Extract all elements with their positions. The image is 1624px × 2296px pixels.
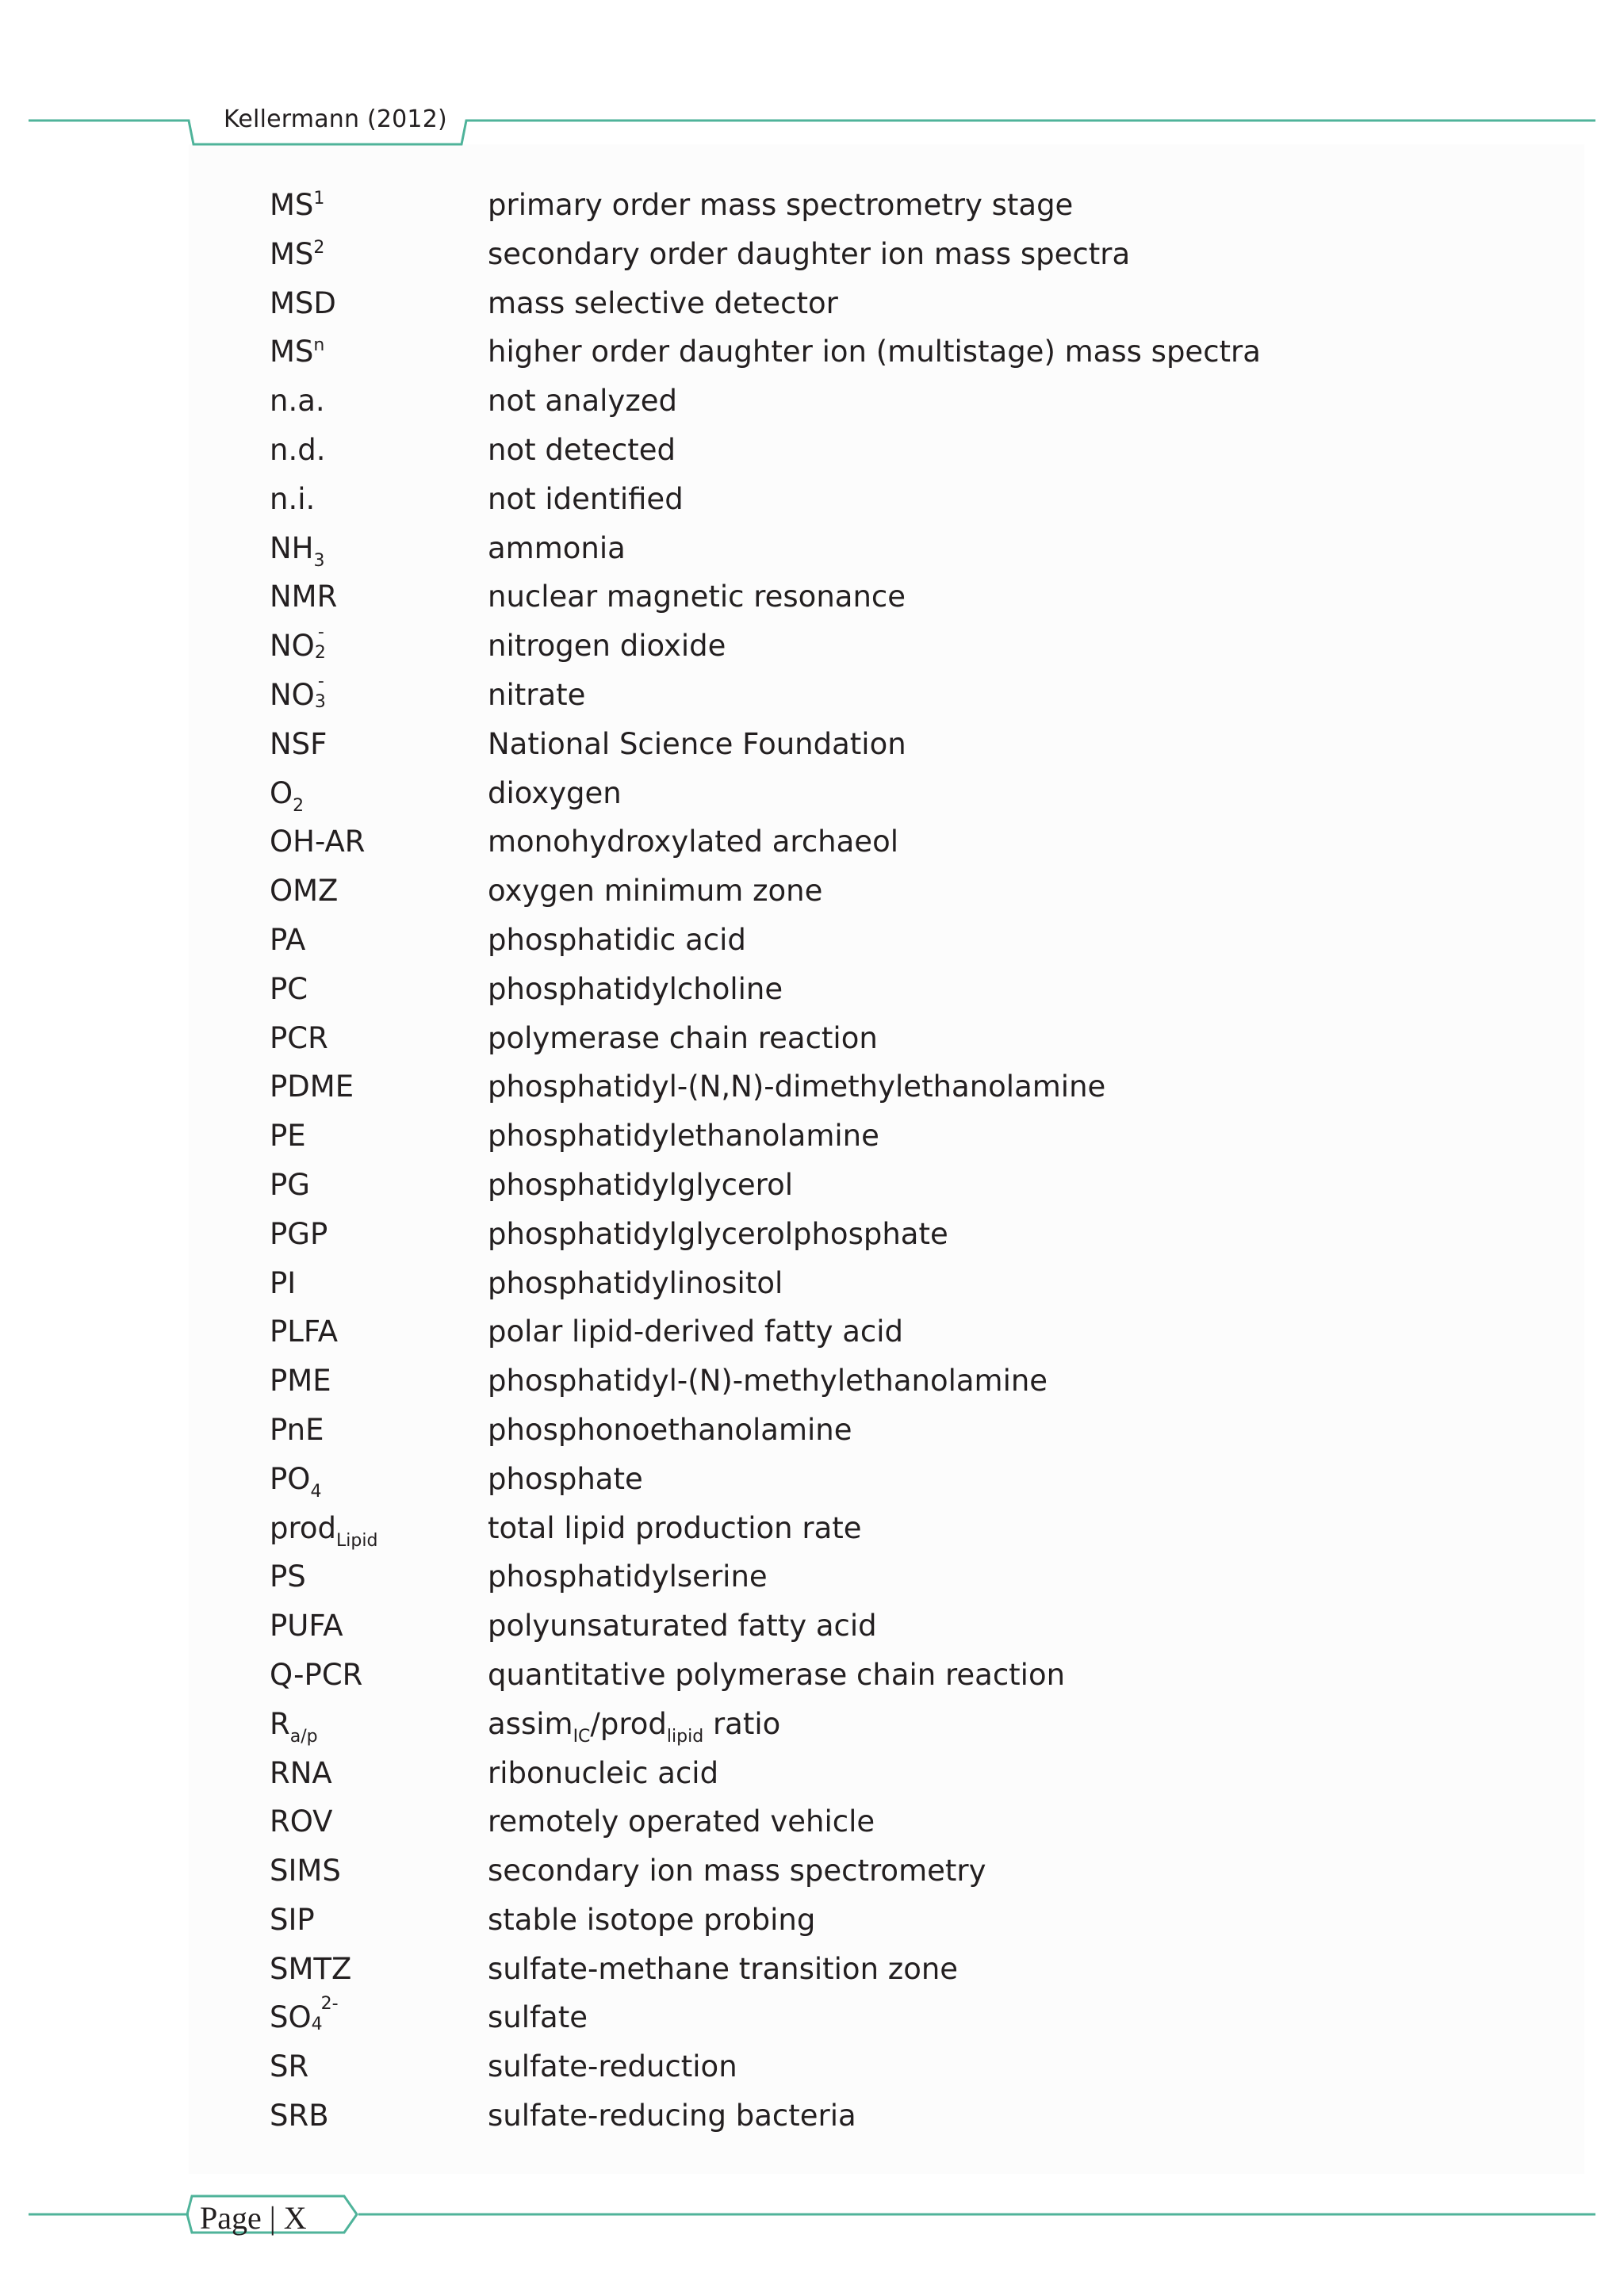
definition: phosphatidyl-(N,N)-dimethylethanolamine — [488, 1070, 1106, 1104]
abbreviation-text: PnE — [270, 1412, 324, 1447]
definition: quantitative polymerase chain reaction — [488, 1657, 1066, 1692]
abbreviation-text: PGP — [270, 1216, 328, 1251]
definition: polar lipid-derived fatty acid — [488, 1314, 904, 1349]
abbreviation-text: O — [270, 775, 293, 810]
abbreviation — [270, 2042, 308, 2091]
abbreviation-text: MS — [270, 335, 314, 369]
abbreviation — [270, 475, 315, 524]
abbreviation — [270, 1504, 377, 1553]
definition: remotely operated vehicle — [488, 1804, 875, 1839]
abbreviation-text: PA — [270, 922, 306, 957]
definition-subscript: lipid — [666, 1726, 704, 1747]
abbreviation-text: PUFA — [270, 1609, 343, 1644]
abbreviation — [270, 327, 324, 377]
abbreviation-text: Q-PCR — [270, 1657, 363, 1692]
definition: nitrate — [488, 677, 586, 712]
abbreviation-superscript: - — [317, 671, 324, 691]
abbreviation — [270, 671, 331, 720]
abbreviation-text: MS — [270, 188, 314, 222]
definition: National Science Foundation — [488, 726, 906, 761]
abbreviation-text: RNA — [270, 1755, 332, 1790]
abbreviation — [270, 622, 331, 671]
definition: sulfate-reducing bacteria — [488, 2099, 856, 2133]
abbreviation-text: ROV — [270, 1804, 333, 1839]
abbreviation-text: SO — [270, 2000, 312, 2035]
definition: sulfate-reduction — [488, 2049, 737, 2084]
definition: not identified — [488, 481, 684, 516]
definition: mass selective detector — [488, 285, 838, 320]
abbreviation-text: SMTZ — [270, 1951, 352, 1986]
abbreviation — [270, 1357, 331, 1406]
abbreviation-text: R — [270, 1706, 290, 1741]
definition: stable isotope probing — [488, 1902, 816, 1937]
abbreviation-text: PDME — [270, 1070, 354, 1104]
abbreviation — [270, 1651, 362, 1700]
abbreviation — [270, 1945, 351, 1994]
abbreviation-subscript: 4 — [310, 1481, 322, 1502]
abbreviation-text: NH — [270, 530, 314, 565]
abbreviation-scripts — [314, 671, 331, 712]
abbreviation — [270, 1993, 343, 2042]
abbreviation-scripts — [314, 622, 331, 664]
abbreviation-text: PLFA — [270, 1314, 339, 1349]
abbreviation-superscript: 2 — [313, 237, 325, 258]
abbreviation-text: SIP — [270, 1902, 315, 1937]
abbreviation — [270, 1307, 338, 1357]
abbreviation — [270, 1601, 343, 1651]
abbreviation — [270, 1896, 315, 1945]
definition: phosphate — [488, 1461, 643, 1496]
definition: ammonia — [488, 530, 626, 565]
abbreviation — [270, 230, 324, 279]
abbreviation — [270, 817, 366, 867]
abbreviation — [270, 1552, 306, 1601]
abbreviation — [270, 1259, 296, 1308]
abbreviation — [270, 377, 325, 426]
abbreviation — [270, 1161, 310, 1210]
abbreviation — [270, 720, 327, 769]
abbreviation-superscript: - — [317, 622, 324, 643]
abbreviation — [270, 426, 325, 475]
definition: nitrogen dioxide — [488, 629, 726, 664]
abbreviation-text: n.a. — [270, 384, 325, 419]
abbreviation — [270, 572, 337, 622]
abbreviation-text: PG — [270, 1167, 310, 1202]
abbreviation-subscript: 4 — [311, 2015, 323, 2035]
abbreviation-text: PE — [270, 1119, 306, 1154]
abbreviation-subscript: Lipid — [336, 1530, 378, 1551]
abbreviation-subscript: 3 — [313, 550, 325, 571]
abbreviation-subscript: 2 — [293, 795, 304, 816]
abbreviation — [270, 965, 308, 1014]
abbreviation-text: SIMS — [270, 1854, 341, 1888]
running-header: Kellermann (2012) — [224, 105, 447, 133]
definition-text: /prod — [590, 1706, 667, 1741]
definition: phosphatidic acid — [488, 922, 746, 957]
abbreviation — [270, 1846, 341, 1896]
definition: secondary ion mass spectrometry — [488, 1854, 986, 1888]
abbreviation-text: PCR — [270, 1020, 328, 1055]
definition: oxygen minimum zone — [488, 874, 823, 909]
abbreviation-superscript: 2- — [320, 1994, 339, 2015]
abbreviation-subscript: 3 — [314, 691, 326, 712]
definition: phosphatidylglycerolphosphate — [488, 1216, 948, 1251]
abbreviation — [270, 769, 304, 818]
abbreviation — [270, 1014, 328, 1063]
definition: dioxygen — [488, 775, 622, 810]
abbreviation-superscript: n — [313, 335, 325, 356]
abbreviation-text: PC — [270, 971, 308, 1006]
abbreviation-text: SRB — [270, 2099, 329, 2133]
definition: phosphatidyl-(N)-methylethanolamine — [488, 1364, 1048, 1399]
abbreviation — [270, 1700, 318, 1749]
abbreviation-text: SR — [270, 2049, 309, 2084]
definition: primary order mass spectrometry stage — [488, 188, 1074, 222]
abbreviation — [270, 916, 305, 965]
definition: total lipid production rate — [488, 1510, 862, 1545]
abbreviation-text: PO — [270, 1461, 311, 1496]
abbreviation-subscript: 2 — [314, 643, 326, 664]
abbreviation-text: MSD — [270, 285, 336, 320]
abbreviation — [270, 1455, 321, 1504]
definition: ribonucleic acid — [488, 1755, 719, 1790]
definition-subscript: IC — [573, 1726, 591, 1747]
abbreviation — [270, 2091, 329, 2141]
definition-text: assim — [488, 1706, 573, 1741]
abbreviation-text: MS — [270, 236, 314, 271]
abbreviation — [270, 279, 336, 328]
abbreviation — [270, 1210, 327, 1259]
definition — [488, 1700, 780, 1749]
abbreviation-text: n.i. — [270, 481, 316, 516]
definition: not detected — [488, 432, 676, 467]
definition: polymerase chain reaction — [488, 1020, 878, 1055]
abbreviation-text: NO — [270, 629, 315, 664]
abbreviation — [270, 1749, 332, 1798]
definition: higher order daughter ion (multistage) mass spectra — [488, 335, 1261, 369]
abbreviation-subscript: a/p — [289, 1726, 318, 1747]
abbreviation-text: NO — [270, 677, 315, 712]
definition: phosphatidylcholine — [488, 971, 783, 1006]
abbreviation-text: OMZ — [270, 874, 339, 909]
abbreviation — [270, 867, 338, 916]
definition: polyunsaturated fatty acid — [488, 1609, 877, 1644]
definition: not analyzed — [488, 384, 678, 419]
definition: phosphonoethanolamine — [488, 1412, 852, 1447]
definition: phosphatidylinositol — [488, 1265, 783, 1300]
abbreviation-superscript: 1 — [313, 189, 325, 209]
page-number: Page | X — [200, 2200, 307, 2236]
abbreviation — [270, 1406, 324, 1455]
definition: sulfate — [488, 2000, 588, 2035]
definition: phosphatidylserine — [488, 1559, 768, 1594]
abbreviation — [270, 1112, 306, 1161]
definition-text: ratio — [703, 1706, 781, 1741]
abbreviation-text: PS — [270, 1559, 306, 1594]
abbreviation — [270, 1797, 333, 1846]
abbreviation-text: PI — [270, 1265, 297, 1300]
abbreviation-text: PME — [270, 1364, 331, 1399]
abbreviation-text: NSF — [270, 726, 327, 761]
abbreviation-text: NMR — [270, 580, 338, 614]
abbreviation-text: prod — [270, 1510, 337, 1545]
definition: monohydroxylated archaeol — [488, 825, 898, 859]
definition: nuclear magnetic resonance — [488, 580, 906, 614]
definition: phosphatidylglycerol — [488, 1167, 793, 1202]
definition: secondary order daughter ion mass spectra — [488, 236, 1131, 271]
abbreviation — [270, 1062, 354, 1112]
abbreviation — [270, 181, 324, 230]
abbreviation-text: OH-AR — [270, 825, 366, 859]
definition: phosphatidylethanolamine — [488, 1119, 879, 1154]
abbreviation — [270, 524, 325, 573]
abbreviation-scripts — [311, 1994, 343, 2035]
definition: sulfate-methane transition zone — [488, 1951, 959, 1986]
abbreviation-text: n.d. — [270, 432, 326, 467]
